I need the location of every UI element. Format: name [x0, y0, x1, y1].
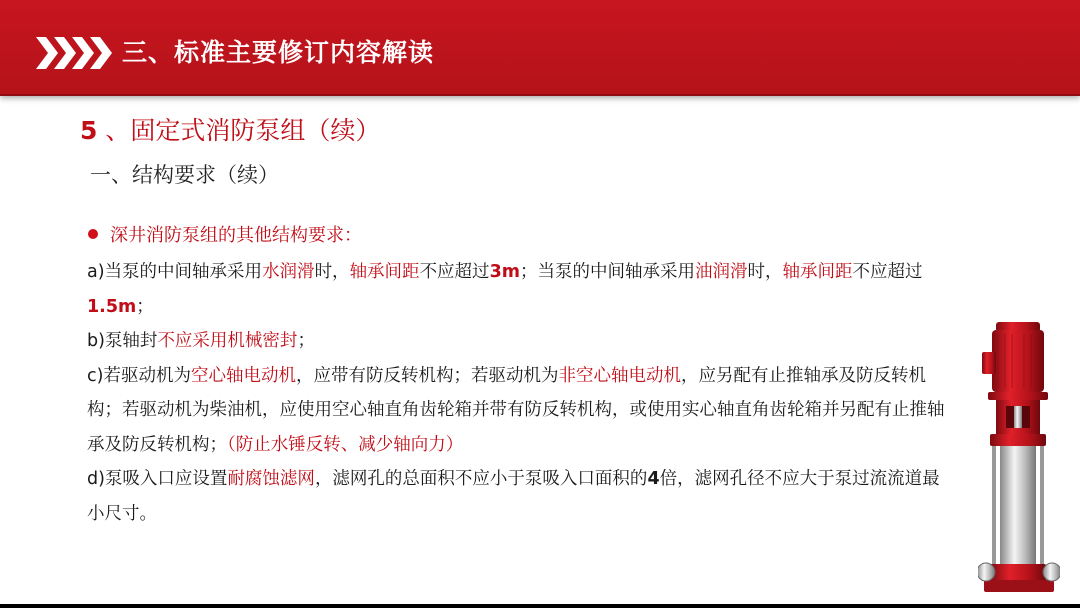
text-segment: 时，	[747, 262, 783, 282]
header-title: 三、标准主要修订内容解读	[122, 38, 435, 67]
text-segment: ，滤网孔的总面积不应小于泵吸入口面积的	[314, 469, 648, 489]
highlight-corrosion-filter: 耐腐蚀滤网	[227, 469, 315, 489]
text-segment: ，应带有防反转机构；若驱动机为	[295, 365, 559, 386]
text-segment: 时，	[314, 262, 350, 282]
text-segment: ；当泵的中间轴承采用	[519, 262, 695, 282]
highlight-oil-lubrication: 油润滑	[694, 262, 748, 282]
text-segment: 泵轴封	[104, 331, 158, 351]
item-label-d: d)	[87, 469, 105, 489]
chevrons-icon	[36, 37, 112, 69]
bottom-border	[0, 604, 1080, 608]
requirement-a	[87, 255, 957, 324]
vertical-pump-image	[978, 322, 1060, 596]
requirement-d	[87, 462, 957, 531]
section-number: 5	[80, 116, 98, 145]
item-label-b: b)	[87, 331, 105, 351]
text-segment: 不应超过	[419, 262, 490, 282]
requirements-list	[87, 255, 957, 531]
highlight-value-1-5m: 1.5m	[87, 296, 137, 317]
bullet-dot-icon	[88, 229, 98, 239]
bullet-text: 深井消防泵组的其他结构要求：	[110, 225, 362, 246]
highlight-value-3m: 3m	[489, 262, 520, 282]
requirement-c	[87, 359, 957, 463]
highlight-solid-shaft-motor: 非空心轴电动机	[558, 365, 681, 386]
text-segment: 倍，滤网孔径不应大于泵过流流道最小尺寸。	[87, 469, 940, 524]
text-segment: 当泵的中间轴承采用	[104, 262, 263, 282]
subsection-title: 一、结构要求（续）	[90, 163, 279, 187]
highlight-no-mechanical-seal: 不应采用机械密封	[157, 331, 298, 351]
highlight-water-lubrication: 水润滑	[262, 262, 315, 282]
item-label-a: a)	[87, 262, 105, 282]
text-segment: 泵吸入口应设置	[104, 469, 228, 489]
highlight-purpose-note: （防止水锤反转、减少轴向力）	[227, 434, 464, 455]
section-title	[80, 111, 380, 147]
highlight-bearing-spacing: 轴承间距	[349, 262, 420, 282]
highlight-bearing-spacing: 轴承间距	[782, 262, 853, 282]
section-title-text: 、固定式消防泵组（续）	[105, 116, 381, 145]
highlight-value-4: 4	[647, 469, 660, 489]
text-segment: ；	[297, 331, 315, 351]
text-segment: 不应超过	[852, 262, 923, 282]
bullet-heading	[88, 221, 362, 247]
text-segment: ，应另配有止推轴承及防反转机构；若驱动机为柴油机，应使用空心轴直角齿轮箱并带有防反转机构，或使用实心轴直角齿轮箱并另配有止推轴承及防反转机构；	[87, 365, 945, 455]
text-segment: ；	[136, 296, 154, 317]
text-segment: 若驱动机为	[103, 365, 191, 386]
highlight-hollow-shaft-motor: 空心轴电动机	[190, 365, 296, 386]
header-bar	[0, 0, 1080, 96]
item-label-c: c)	[87, 365, 104, 386]
requirement-b	[87, 324, 957, 359]
